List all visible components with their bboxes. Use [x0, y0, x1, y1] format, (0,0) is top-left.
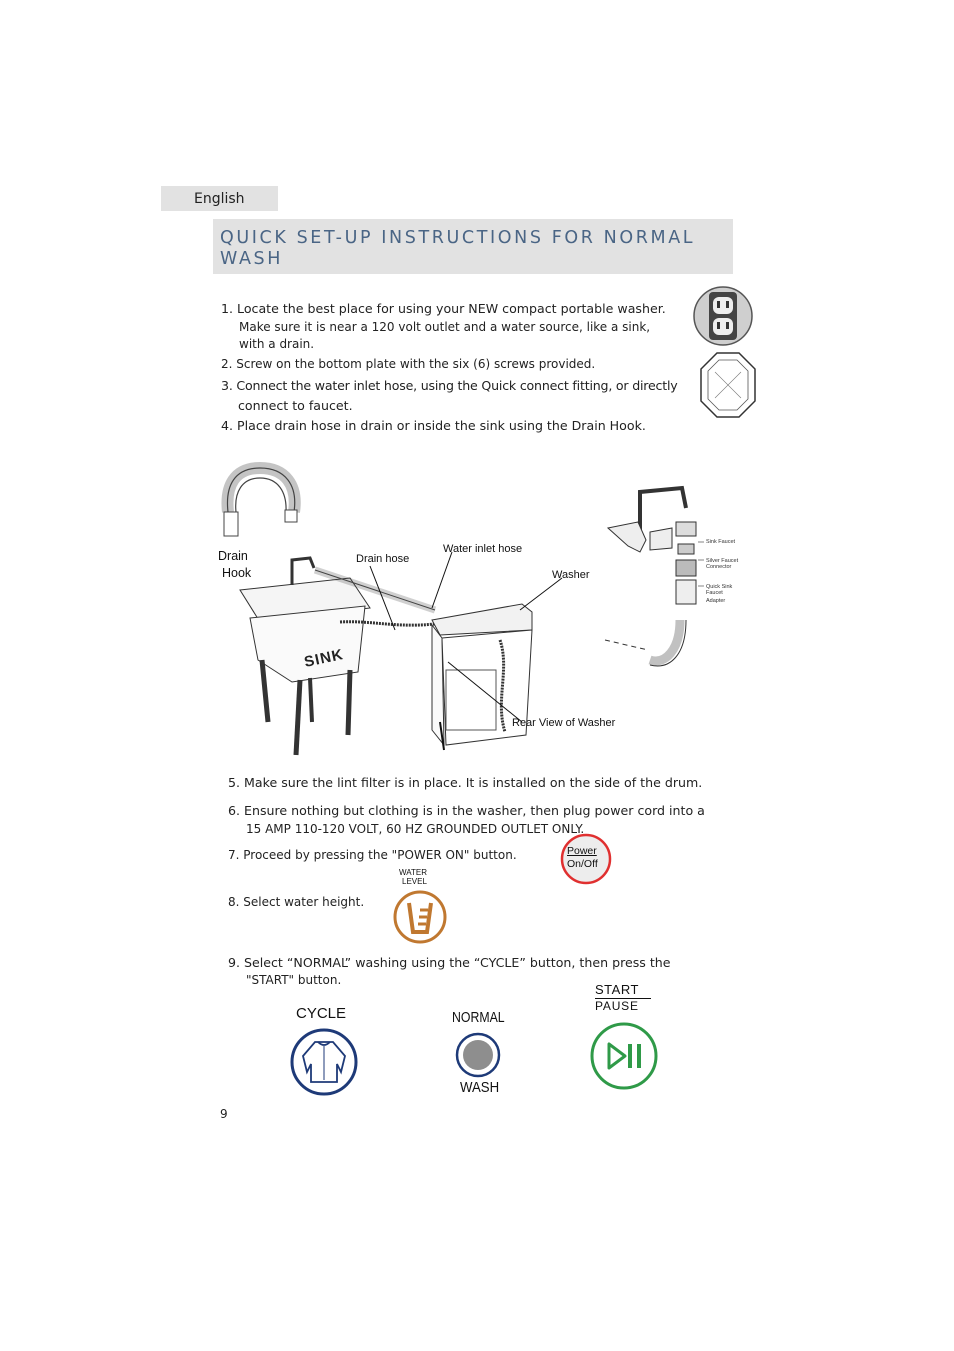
- water-level-label-1: WATER: [399, 868, 427, 877]
- label-washer: Washer: [552, 569, 590, 581]
- page-number: 9: [220, 1107, 228, 1121]
- step-7: 7. Proceed by pressing the "POWER ON" button.: [228, 848, 517, 862]
- step-1-line-3: with a drain.: [239, 337, 315, 351]
- label-quick-sink-3: Adapter: [706, 598, 726, 604]
- step-1-line-1: 1. Locate the best place for using your NEW compact portable washer.: [221, 301, 666, 316]
- power-label-bottom: On/Off: [567, 858, 598, 870]
- label-quick-sink-2: Faucet: [706, 590, 723, 596]
- step-6-line-1: 6. Ensure nothing but clothing is in the washer, then plug power cord into a: [228, 803, 705, 818]
- water-level-label-2: LEVEL: [402, 877, 427, 886]
- label-sink-faucet: Sink Faucet: [706, 539, 736, 545]
- step-9-line-1: 9. Select “NORMAL” washing using the “CYCLE” button, then press the: [228, 955, 671, 970]
- step-9-line-2: "START" button.: [246, 973, 342, 987]
- step-2: 2. Screw on the bottom plate with the six (6) screws provided.: [221, 357, 596, 371]
- language-tab: English: [161, 186, 278, 211]
- installation-diagram: [210, 460, 740, 760]
- step-5: 5. Make sure the lint filter is in place. It is installed on the side of the drum.: [228, 775, 703, 790]
- step-3-line-1: 3. Connect the water inlet hose, using the Quick connect fitting, or directly: [221, 378, 678, 393]
- step-8: 8. Select water height.: [228, 895, 365, 909]
- label-drain-hose: Drain hose: [356, 553, 410, 565]
- label-silver-faucet-2: Connector: [706, 564, 732, 570]
- label-water-inlet-hose: Water inlet hose: [443, 543, 523, 555]
- label-sink: SINK: [302, 646, 346, 671]
- label-rear-view: Rear View of Washer: [512, 717, 616, 729]
- start-label: START: [595, 982, 639, 997]
- step-4: 4. Place drain hose in drain or inside the sink using the Drain Hook.: [221, 418, 646, 433]
- normal-label: NORMAL: [452, 1009, 505, 1026]
- outlet-icon: [692, 285, 754, 347]
- step-1-line-2: Make sure it is near a 120 volt outlet and a water source, like a sink,: [239, 320, 651, 334]
- power-label-top: Power: [567, 845, 597, 857]
- normal-button-icon: [454, 1031, 502, 1079]
- step-6-line-2: 15 AMP 110-120 VOLT, 60 HZ GROUNDED OUTLET ONLY.: [246, 822, 585, 836]
- label-drain: Drain: [218, 549, 248, 563]
- water-level-icon: [392, 888, 448, 946]
- bottom-plate-icon: [697, 350, 759, 420]
- page-title: QUICK SET-UP INSTRUCTIONS FOR NORMAL WASH: [220, 228, 696, 269]
- cycle-label: CYCLE: [296, 1005, 347, 1022]
- label-quick-sink-1: Quick Sink: [706, 584, 733, 590]
- wash-label: WASH: [460, 1079, 500, 1096]
- cycle-shirt-icon: [289, 1026, 359, 1098]
- label-hook: Hook: [222, 566, 252, 580]
- label-silver-faucet-1: Silver Faucet: [706, 558, 739, 564]
- pause-label: PAUSE: [595, 999, 639, 1013]
- start-pause-icon: [589, 1020, 659, 1092]
- step-3-line-2: connect to faucet.: [238, 398, 353, 413]
